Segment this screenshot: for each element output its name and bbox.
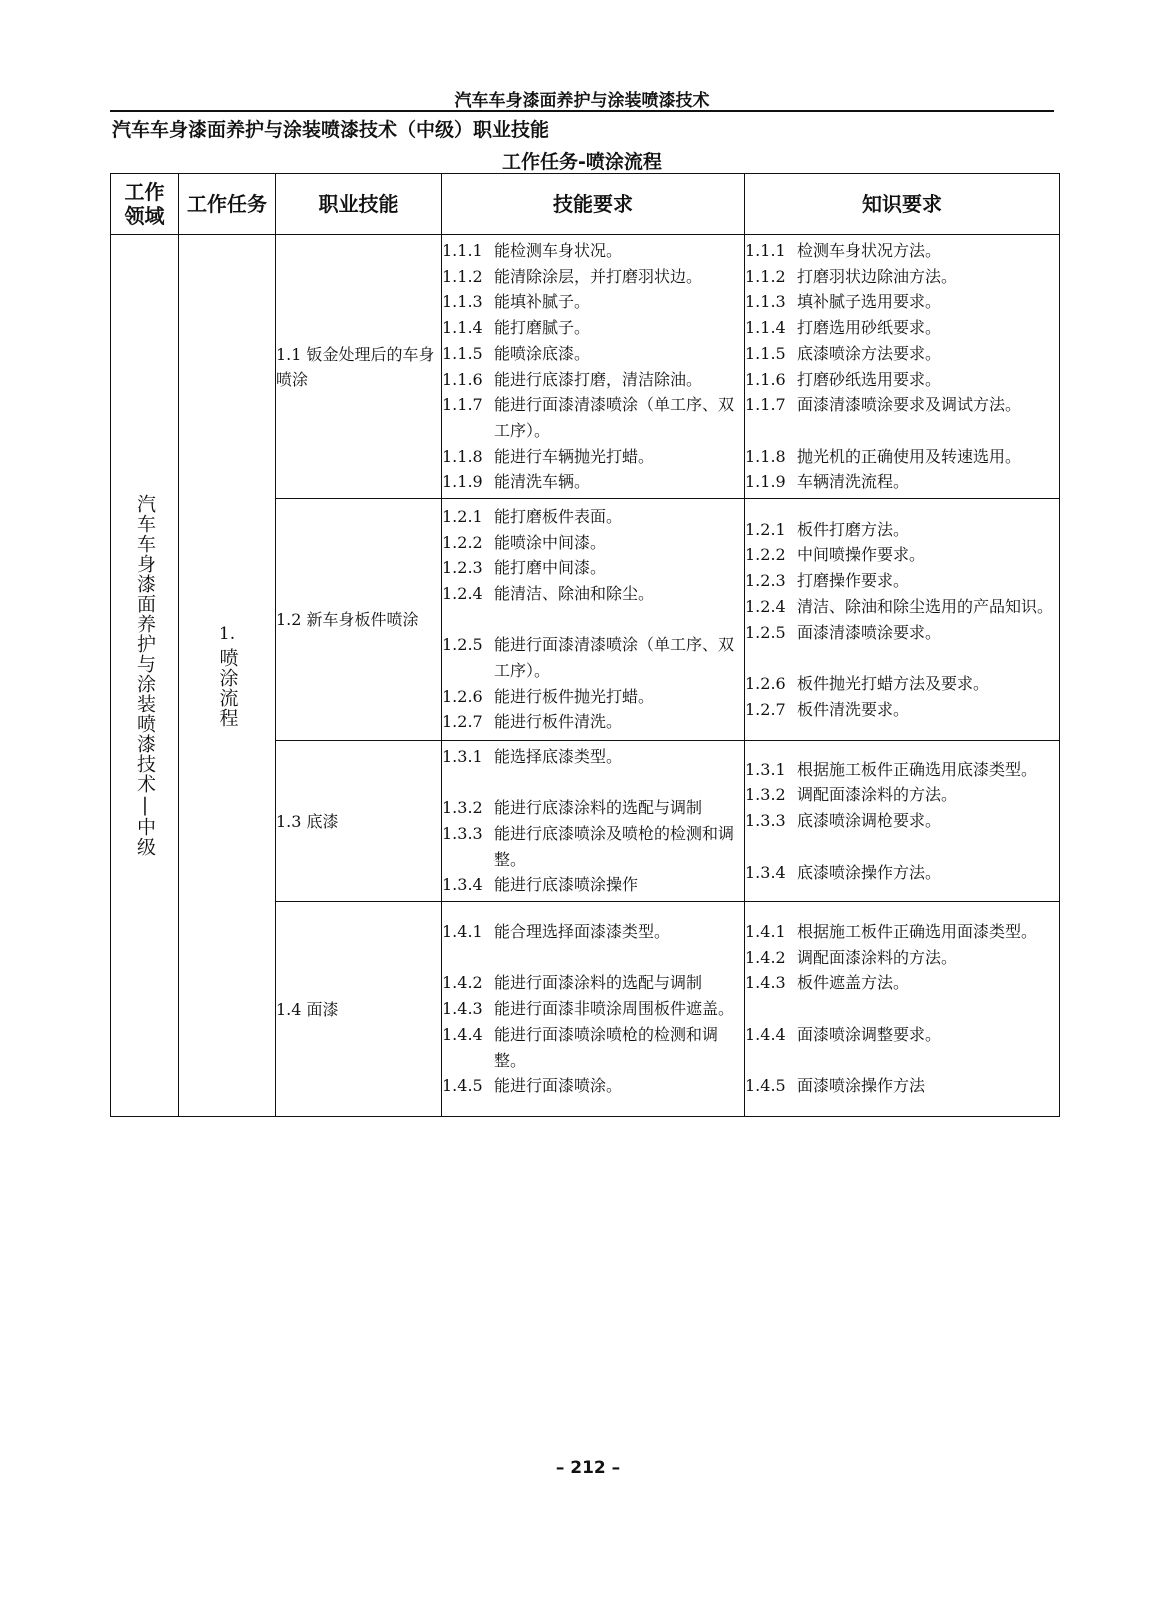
- skill-requirement-item: [442, 367, 744, 393]
- page-number: – 212 –: [555, 1458, 621, 1478]
- knowledge-requirement-text: 面漆喷涂操作方法: [797, 1076, 926, 1096]
- knowledge-requirements-cell: [745, 902, 1060, 1117]
- work-domain-text: 汽车车身漆面养护与涂装喷漆技术|中级: [134, 494, 156, 857]
- skill-requirement-item: [442, 289, 744, 315]
- knowledge-requirement-text: 面漆清漆喷涂要求。: [797, 622, 942, 642]
- skill-requirement-item: [442, 945, 744, 971]
- skill-requirement-code: 1.4.4: [442, 1024, 483, 1044]
- skill-requirement-item: [442, 504, 744, 530]
- skill-requirement-item: [442, 341, 744, 367]
- header-vocational-skill: 职业技能: [276, 174, 442, 235]
- table-header-row: [111, 174, 1060, 235]
- vocational-skill-name: 1.4 面漆: [276, 999, 339, 1019]
- knowledge-requirement-code: 1.1.5: [745, 343, 786, 363]
- knowledge-requirement-item: [745, 469, 1059, 495]
- skill-requirement-item: [442, 392, 744, 443]
- knowledge-requirement-code: 1.1.1: [745, 240, 786, 260]
- knowledge-requirement-item: [745, 238, 1059, 264]
- knowledge-requirement-item: [745, 594, 1059, 620]
- skill-requirement-text: 能进行面漆喷涂喷枪的检测和调整。: [494, 1024, 719, 1070]
- work-task-name: 喷涂流程: [216, 647, 239, 728]
- skill-requirement-code: 1.1.4: [442, 318, 483, 338]
- knowledge-requirement-item: [745, 418, 1059, 444]
- skill-requirement-text: 能进行底漆喷涂操作: [494, 875, 639, 895]
- skill-requirement-text: 能清洁、除油和除尘。: [494, 583, 655, 603]
- skill-requirement-item: [442, 770, 744, 796]
- knowledge-requirement-text: 清洁、除油和除尘选用的产品知识。: [797, 596, 1054, 616]
- knowledge-requirement-text: 打磨操作要求。: [797, 571, 910, 591]
- knowledge-requirement-item: [745, 264, 1059, 290]
- skill-requirement-text: 能进行底漆涂料的选配与调制: [494, 798, 703, 818]
- knowledge-requirement-text: 根据施工板件正确选用底漆类型。: [797, 759, 1038, 779]
- knowledge-requirement-item: [745, 782, 1059, 808]
- skill-requirement-code: 1.1.2: [442, 266, 483, 286]
- skill-requirement-item: [442, 632, 744, 683]
- knowledge-requirement-item: [745, 341, 1059, 367]
- knowledge-requirement-code: 1.1.3: [745, 292, 786, 312]
- vocational-skill-cell: [276, 499, 442, 741]
- skill-requirements-cell: [442, 902, 745, 1117]
- knowledge-requirement-code: 1.1.7: [745, 395, 786, 415]
- skill-requirement-code: 1.2.1: [442, 506, 483, 526]
- knowledge-requirement-code: 1.1.9: [745, 472, 786, 492]
- running-header: 汽车车身漆面养护与涂装喷漆技术: [454, 91, 710, 111]
- skill-requirement-code: 1.1.7: [442, 395, 483, 415]
- skill-requirement-item: [442, 744, 744, 770]
- skill-requirement-text: 能进行车辆抛光打蜡。: [494, 446, 655, 466]
- knowledge-requirement-item: [745, 392, 1059, 418]
- skill-requirement-text: 能清洗车辆。: [494, 472, 591, 492]
- skill-requirement-code: 1.1.6: [442, 369, 483, 389]
- skill-requirement-text: 能喷涂中间漆。: [494, 532, 607, 552]
- header-knowledge-requirements: 知识要求: [745, 174, 1060, 235]
- knowledge-requirement-item: [745, 697, 1059, 723]
- work-domain-cell: [111, 235, 179, 1117]
- knowledge-requirement-text: 底漆喷涂方法要求。: [797, 343, 942, 363]
- skill-requirement-text: 能进行板件清洗。: [494, 712, 623, 732]
- knowledge-requirement-text: 板件清洗要求。: [797, 699, 910, 719]
- knowledge-requirement-text: 底漆喷涂操作方法。: [797, 862, 942, 882]
- skill-requirement-code: 1.4.5: [442, 1076, 483, 1096]
- skill-requirement-text: 能进行面漆清漆喷涂（单工序、双工序）。: [494, 635, 735, 681]
- knowledge-requirement-text: 检测车身状况方法。: [797, 240, 942, 260]
- skill-requirement-item: [442, 821, 744, 872]
- skill-requirement-text: 能进行底漆打磨，清洁除油。: [494, 369, 703, 389]
- knowledge-requirement-code: 1.4.2: [745, 947, 786, 967]
- knowledge-requirement-code: 1.1.2: [745, 266, 786, 286]
- skill-requirement-text: 能选择底漆类型。: [494, 746, 623, 766]
- knowledge-requirement-text: 面漆喷涂调整要求。: [797, 1024, 942, 1044]
- knowledge-requirement-item: [745, 542, 1059, 568]
- knowledge-requirement-text: 车辆清洗流程。: [797, 472, 910, 492]
- header-rule: [110, 110, 1054, 112]
- work-task-cell: [179, 235, 276, 1117]
- skill-requirement-code: 1.2.3: [442, 558, 483, 578]
- knowledge-requirement-text: 调配面漆涂料的方法。: [797, 947, 958, 967]
- header-work-domain: [111, 174, 179, 235]
- vocational-skill-cell: [276, 902, 442, 1117]
- skill-requirement-text: 能进行面漆喷涂。: [494, 1076, 623, 1096]
- skill-requirement-code: 1.3.3: [442, 823, 483, 843]
- skill-requirement-text: 能打磨中间漆。: [494, 558, 607, 578]
- skill-requirement-text: 能进行面漆涂料的选配与调制: [494, 973, 703, 993]
- knowledge-requirement-code: 1.2.3: [745, 571, 786, 591]
- knowledge-requirement-code: 1.3.4: [745, 862, 786, 882]
- knowledge-requirements-cell: [745, 499, 1060, 741]
- knowledge-requirement-code: 1.1.4: [745, 318, 786, 338]
- knowledge-requirement-item: [745, 1073, 1059, 1099]
- table-body: [111, 235, 1060, 1117]
- knowledge-requirement-code: 1.4.5: [745, 1076, 786, 1096]
- knowledge-requirement-item: [745, 315, 1059, 341]
- knowledge-requirement-code: 1.2.2: [745, 545, 786, 565]
- skill-requirement-item: [442, 795, 744, 821]
- knowledge-requirement-item: [745, 620, 1059, 646]
- document-title: 汽车车身漆面养护与涂装喷漆技术（中级）职业技能: [112, 119, 550, 141]
- header-work-domain-line1: 工作: [124, 180, 165, 204]
- vocational-skill-name: 1.1 钣金处理后的车身喷涂: [276, 344, 435, 389]
- vocational-skill-name: 1.2 新车身板件喷涂: [276, 610, 419, 629]
- skill-requirement-item: [442, 469, 744, 495]
- knowledge-requirement-item: [745, 834, 1059, 860]
- knowledge-requirement-text: 底漆喷涂调枪要求。: [797, 811, 942, 831]
- skill-requirement-text: 能填补腻子。: [494, 292, 591, 312]
- knowledge-requirement-text: 板件打磨方法。: [797, 519, 910, 539]
- knowledge-requirement-item: [745, 808, 1059, 834]
- knowledge-requirement-code: 1.2.4: [745, 596, 786, 616]
- skill-requirements-cell: [442, 499, 745, 741]
- skill-requirement-code: 1.3.2: [442, 798, 483, 818]
- skill-requirement-code: 1.2.5: [442, 635, 483, 655]
- skill-requirement-code: 1.1.1: [442, 240, 483, 260]
- skill-requirement-text: 能合理选择面漆漆类型。: [494, 922, 671, 942]
- knowledge-requirement-item: [745, 757, 1059, 783]
- knowledge-requirement-item: [745, 645, 1059, 671]
- knowledge-requirement-item: [745, 444, 1059, 470]
- table-title: 工作任务-喷涂流程: [502, 151, 662, 173]
- knowledge-requirement-item: [745, 568, 1059, 594]
- vocational-skill-cell: [276, 235, 442, 499]
- skill-requirement-item: [442, 919, 744, 945]
- skill-requirement-item: [442, 607, 744, 633]
- skill-requirement-item: [442, 581, 744, 607]
- skill-requirement-item: [442, 555, 744, 581]
- knowledge-requirement-text: 中间喷操作要求。: [797, 545, 926, 565]
- header-work-task: 工作任务: [179, 174, 276, 235]
- skill-requirement-text: 能打磨板件表面。: [494, 506, 623, 526]
- knowledge-requirement-item: [745, 970, 1059, 996]
- skill-requirement-text: 能喷涂底漆。: [494, 343, 591, 363]
- knowledge-requirement-text: 打磨选用砂纸要求。: [797, 318, 942, 338]
- knowledge-requirement-code: 1.4.4: [745, 1024, 786, 1044]
- knowledge-requirement-item: [745, 860, 1059, 886]
- skill-requirement-item: [442, 684, 744, 710]
- knowledge-requirement-text: 抛光机的正确使用及转速选用。: [797, 446, 1022, 466]
- knowledge-requirement-text: 调配面漆涂料的方法。: [797, 785, 958, 805]
- skill-requirement-text: 能进行底漆喷涂及喷枪的检测和调整。: [494, 823, 735, 869]
- knowledge-requirement-code: 1.2.1: [745, 519, 786, 539]
- skill-requirement-code: 1.1.8: [442, 446, 483, 466]
- skill-requirement-item: [442, 1073, 744, 1099]
- skill-requirement-code: 1.2.7: [442, 712, 483, 732]
- skill-requirement-code: 1.1.5: [442, 343, 483, 363]
- skill-requirement-item: [442, 872, 744, 898]
- knowledge-requirement-text: 根据施工板件正确选用面漆类型。: [797, 922, 1038, 942]
- header-skill-requirements: 技能要求: [442, 174, 745, 235]
- knowledge-requirement-item: [745, 367, 1059, 393]
- knowledge-requirements-cell: [745, 741, 1060, 902]
- skill-requirements-cell: [442, 741, 745, 902]
- header-work-domain-line2: 领域: [124, 204, 165, 228]
- knowledge-requirement-text: 打磨羽状边除油方法。: [797, 266, 958, 286]
- skill-requirement-item: [442, 315, 744, 341]
- skill-requirement-item: [442, 530, 744, 556]
- skill-requirement-item: [442, 996, 744, 1022]
- knowledge-requirement-code: 1.1.6: [745, 369, 786, 389]
- knowledge-requirement-text: 板件抛光打蜡方法及要求。: [797, 673, 990, 693]
- knowledge-requirement-item: [745, 1022, 1059, 1048]
- knowledge-requirement-text: 填补腻子选用要求。: [797, 292, 942, 312]
- skill-requirement-item: [442, 444, 744, 470]
- skill-requirement-text: 能进行面漆清漆喷涂（单工序、双工序）。: [494, 395, 735, 440]
- skill-requirement-code: 1.4.1: [442, 922, 483, 942]
- vocational-skill-cell: [276, 741, 442, 902]
- skill-requirement-code: 1.1.3: [442, 292, 483, 312]
- vocational-skill-name: 1.3 底漆: [276, 811, 339, 831]
- knowledge-requirement-code: 1.3.3: [745, 811, 786, 831]
- knowledge-requirements-cell: [745, 235, 1060, 499]
- work-task-number: 1.: [218, 623, 236, 644]
- knowledge-requirement-code: 1.2.6: [745, 673, 786, 693]
- knowledge-requirement-code: 1.3.1: [745, 759, 786, 779]
- skill-requirements-cell: [442, 235, 745, 499]
- skill-requirement-item: [442, 709, 744, 735]
- knowledge-requirement-text: 面漆清漆喷涂要求及调试方法。: [797, 395, 1022, 415]
- knowledge-requirement-text: 打磨砂纸选用要求。: [797, 369, 942, 389]
- knowledge-requirement-code: 1.1.8: [745, 446, 786, 466]
- skill-requirement-text: 能进行面漆非喷涂周围板件遮盖。: [494, 999, 735, 1019]
- skill-requirement-code: 1.3.1: [442, 746, 483, 766]
- knowledge-requirement-code: 1.2.7: [745, 699, 786, 719]
- skill-requirement-text: 能检测车身状况。: [494, 240, 623, 260]
- knowledge-requirement-code: 1.3.2: [745, 785, 786, 805]
- skill-requirement-text: 能打磨腻子。: [494, 318, 591, 338]
- skill-requirement-code: 1.2.4: [442, 583, 483, 603]
- skill-requirement-code: 1.4.2: [442, 973, 483, 993]
- skill-requirement-item: [442, 238, 744, 264]
- knowledge-requirement-item: [745, 289, 1059, 315]
- knowledge-requirement-item: [745, 1048, 1059, 1074]
- knowledge-requirement-item: [745, 919, 1059, 945]
- skill-requirement-code: 1.3.4: [442, 875, 483, 895]
- knowledge-requirement-code: 1.2.5: [745, 622, 786, 642]
- knowledge-requirement-code: 1.4.1: [745, 922, 786, 942]
- knowledge-requirement-item: [745, 671, 1059, 697]
- skills-table: [110, 173, 1060, 1117]
- knowledge-requirement-text: 板件遮盖方法。: [797, 973, 910, 993]
- skill-requirement-item: [442, 1022, 744, 1073]
- skill-requirement-code: 1.2.6: [442, 686, 483, 706]
- skill-requirement-item: [442, 970, 744, 996]
- skill-requirement-code: 1.1.9: [442, 472, 483, 492]
- table-row: [111, 235, 1060, 499]
- knowledge-requirement-item: [745, 517, 1059, 543]
- knowledge-requirement-item: [745, 996, 1059, 1022]
- skill-requirement-code: 1.2.2: [442, 532, 483, 552]
- skill-requirement-text: 能进行板件抛光打蜡。: [494, 686, 655, 706]
- knowledge-requirement-item: [745, 945, 1059, 971]
- skill-requirement-code: 1.4.3: [442, 999, 483, 1019]
- skill-requirement-item: [442, 264, 744, 290]
- knowledge-requirement-code: 1.4.3: [745, 973, 786, 993]
- skill-requirement-text: 能清除涂层，并打磨羽状边。: [494, 266, 703, 286]
